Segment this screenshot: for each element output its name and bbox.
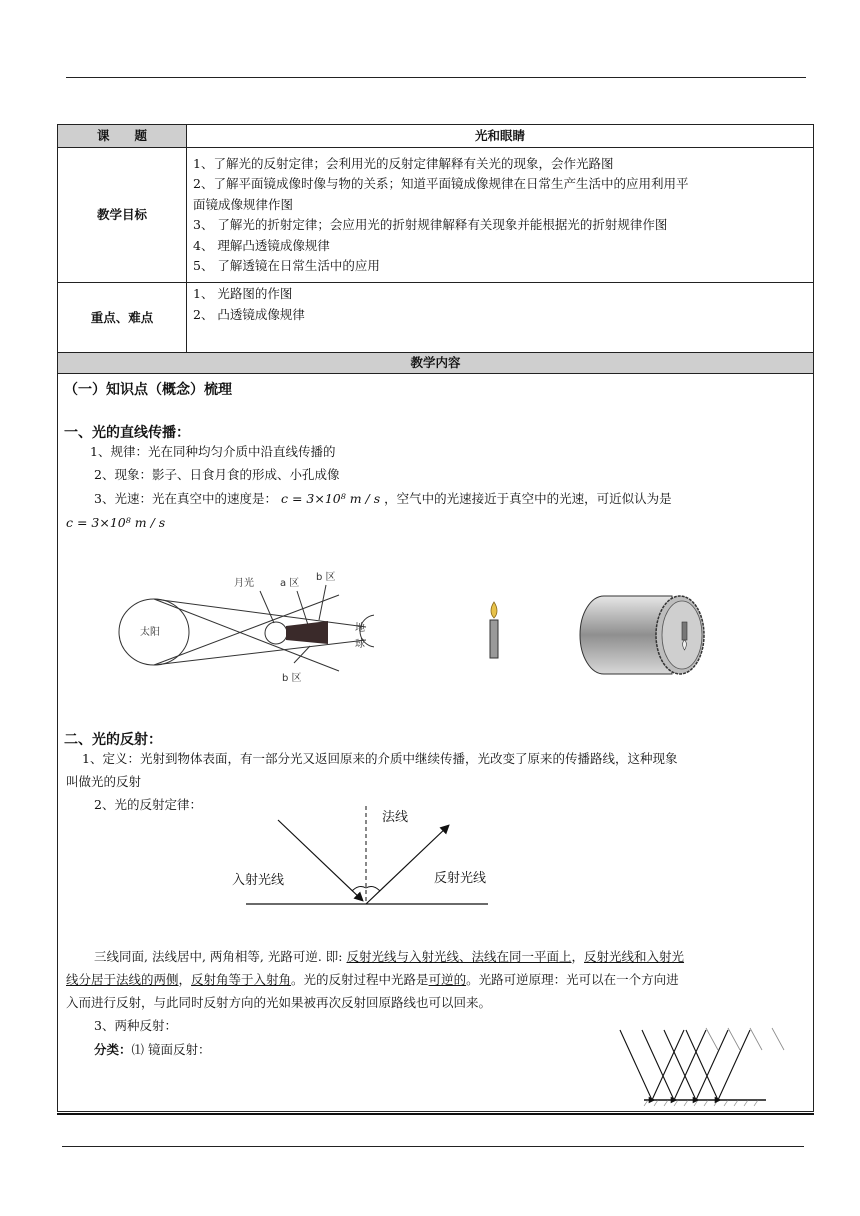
header-rule (66, 77, 806, 78)
pointer-line (297, 591, 309, 628)
goal-item: 5、 了解透镜在日常生活中的应用 (193, 258, 380, 273)
underlined-span: 线分居于法线的两侧 (66, 972, 179, 987)
incidence-angle-arc (352, 887, 366, 891)
hatch-mark (744, 1100, 748, 1106)
label-moon: 月光 (234, 578, 254, 589)
incoming-ray (750, 1028, 762, 1050)
reflected-ray-pair (686, 1030, 750, 1100)
hatch-mark (724, 1100, 728, 1106)
label-earth-1: 地 (355, 623, 365, 634)
light-speed-formula-2: c = 3×10⁸ m / s (66, 515, 166, 530)
label-b-zone-bottom: b 区 (282, 673, 302, 684)
goals-label: 教学目标 (58, 148, 187, 283)
hatch-mark (644, 1100, 648, 1106)
underlined-span: 反射角等于入射角 (191, 972, 292, 987)
rectilinear-rule: 1、规律：光在同种均匀介质中沿直线传播的 (90, 444, 336, 459)
underlined-span: 可逆的 (428, 972, 467, 987)
reflection-definition-1: 1、定义：光射到物体表面，有一部分光又返回原来的介质中继续传播，光改变了原来的传播路线，这种现象 (82, 751, 678, 766)
reflected-ray-pair (664, 1030, 728, 1100)
goal-item: 面镜成像规律作图 (193, 196, 294, 212)
hatch-mark (684, 1100, 688, 1106)
text-span: ， (571, 949, 585, 964)
underlined-span: 反射光线和入射光 (584, 949, 685, 964)
section1-title: 一、光的直线传播： (64, 425, 190, 441)
goal-item: 1、了解光的反射定律；会利用光的反射定律解释有关光的现象，会作光路图 (193, 155, 614, 171)
eclipse-diagram (114, 568, 374, 688)
label-a-zone: a 区 (280, 578, 300, 589)
incoming-ray (772, 1028, 784, 1050)
reflected-ray (366, 826, 448, 904)
goal-item: 3、 了解光的折射定律；会应用光的折射规律解释有关现象并能根据光的折射规律作图 (193, 217, 668, 232)
reflected-ray-pair (620, 1030, 684, 1100)
section2-title: 二、光的反射： (64, 732, 162, 748)
ray-line (154, 599, 366, 627)
focus-item: 1、 光路图的作图 (193, 286, 293, 301)
classification-line (94, 1039, 211, 1060)
text-span: 。光路可逆原理：光可以在一个方向进 (466, 972, 679, 987)
goal-item: 4、 理解凸透镜成像规律 (193, 237, 330, 253)
goals-list (187, 148, 814, 283)
hatch-mark (654, 1100, 658, 1106)
reflection-law-text-3: 入而进行反射，与此同时反射方向的光如果被再次反射回原路线也可以回来。 (66, 995, 492, 1010)
label-earth-2: 球 (355, 639, 365, 650)
inverted-image (682, 622, 687, 640)
hatch-mark (714, 1100, 718, 1106)
footer-rule (62, 1146, 804, 1147)
focus-item: 2、 凸透镜成像规律 (193, 306, 305, 322)
light-speed-suffix: ，空气中的光速接近于真空中的光速，可近似认为是 (384, 491, 672, 506)
underlined-span: 反射光线与入射光线、法线在同一平面上 (346, 949, 572, 964)
reflection-angle-arc (366, 887, 380, 891)
candle-icon (482, 600, 506, 662)
reflection-definition-2: 叫做光的反射 (66, 774, 142, 789)
light-speed-formula: c = 3×10⁸ m / s (280, 491, 381, 506)
candle-body (490, 620, 498, 658)
lesson-header-table (57, 124, 814, 374)
hatch-mark (674, 1100, 678, 1106)
two-kinds-label: 3、两种反射： (94, 1018, 177, 1033)
hatch-mark (664, 1100, 668, 1106)
pointer-line (260, 591, 274, 623)
topic-label: 课 题 (58, 125, 187, 148)
rectilinear-phenomena: 2、现象：影子、日食月食的形成、小孔成像 (94, 467, 340, 482)
reflection-law-text-1 (94, 946, 684, 967)
reflected-ray-pair (642, 1030, 706, 1100)
goal-item: 2、了解平面镜成像时像与物的关系；知道平面镜成像规律在日常生产生活中的应用利用平 (193, 176, 689, 191)
label-b-zone-top: b 区 (316, 572, 336, 583)
frame-bottom-thick-rule (57, 1113, 814, 1115)
text-span: 。光的反射过程中光路是 (291, 972, 429, 987)
section0-title: （一）知识点（概念）梳理 (64, 382, 232, 398)
reflection-law-diagram (216, 806, 516, 916)
hatch-mark (754, 1100, 758, 1106)
reflection-law-text-2 (66, 969, 679, 990)
classification-label: 分类： (94, 1042, 132, 1057)
reflection-law-label: 2、光的反射定律： (94, 797, 202, 812)
topic-value: 光和眼睛 (187, 125, 814, 148)
light-speed-line (94, 488, 672, 509)
normal-label: 法线 (382, 810, 409, 825)
incoming-ray (706, 1028, 718, 1050)
candle-flame (491, 602, 497, 618)
light-speed-prefix: 3、光速：光在真空中的速度是： (94, 491, 277, 506)
pinhole-camera-icon (576, 592, 710, 678)
text-span: ， (178, 972, 192, 987)
incoming-ray (728, 1028, 740, 1050)
incident-ray (278, 820, 362, 900)
incident-label: 入射光线 (232, 873, 285, 888)
moon-circle (265, 622, 287, 644)
umbra-region (286, 621, 328, 644)
specular-reflection-diagram (614, 1020, 792, 1110)
reflected-label: 反射光线 (434, 871, 487, 886)
content-label: 教学内容 (58, 353, 814, 374)
text-span: 三线同面, 法线居中, 两角相等, 光路可逆. 即: (94, 949, 347, 964)
label-sun: 太阳 (140, 627, 160, 638)
specular-reflection-label: ⑴ 镜面反射： (131, 1042, 211, 1057)
focus-label: 重点、难点 (58, 283, 187, 353)
hatch-mark (734, 1100, 738, 1106)
focus-list (187, 283, 814, 353)
hatch-mark (704, 1100, 708, 1106)
